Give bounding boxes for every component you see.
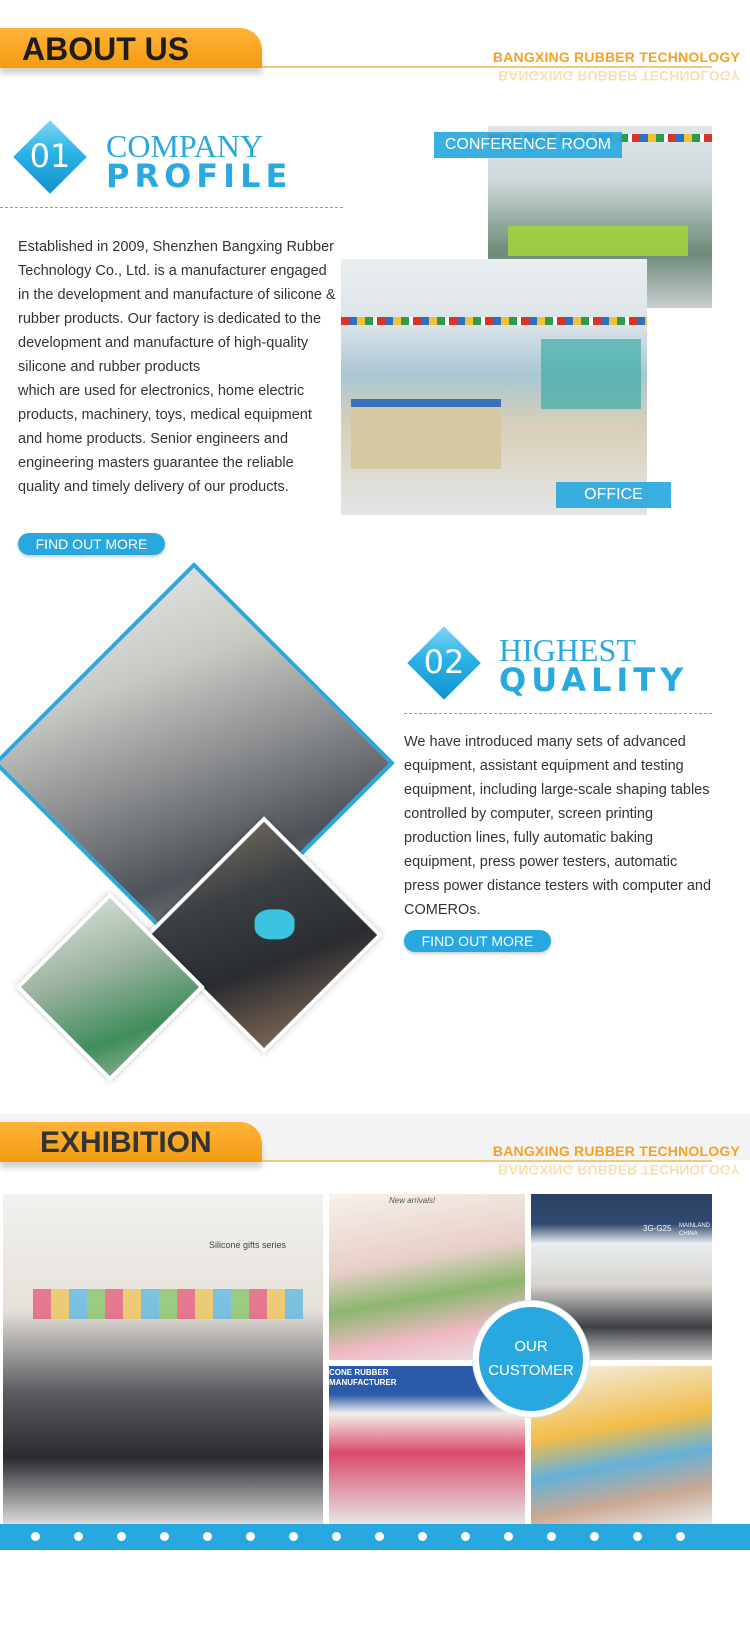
exhibition-brand-text: BANGXING RUBBER TECHNOLOGY <box>492 1143 740 1159</box>
exhibition-sign-c: CONE RUBBER MANUFACTURER <box>329 1368 397 1387</box>
quality-find-out-more-button[interactable]: FIND OUT MORE <box>404 930 551 952</box>
exhibition-sign-a: New arrivals! <box>389 1196 436 1205</box>
profile-paragraph-2: which are used for electronics, home electric products, machinery, toys, medical equipment and home products. Senior engineers and engineering masters guarantee the reliable quality and timely delivery of our products. <box>18 383 312 495</box>
quality-title: QUALITY <box>499 661 689 699</box>
profile-divider <box>0 207 343 208</box>
company-title: COMPANY <box>106 128 264 164</box>
exhibition-heading: EXHIBITION <box>40 1126 212 1159</box>
number-01: 01 <box>29 137 71 175</box>
our-customer-badge[interactable] <box>473 1301 589 1417</box>
highest-title: HIGHEST <box>499 632 636 668</box>
about-us-heading: ABOUT US <box>22 31 190 67</box>
exhibition-sign-b2: MAINLAND CHINA <box>679 1223 711 1237</box>
quality-paragraph: We have introduced many sets of advanced equipment, assistant equipment and testing equipment, including large-scale shaping tables controlled by computer, screen printing production lines, fully automatic baking equipment, press power testers, automatic press power distance testers with computer and COMEROs. <box>404 734 712 918</box>
bottom-decorative-bar <box>0 1524 750 1550</box>
customer-badge-line1: OUR <box>514 1338 548 1355</box>
exhibition-sign-b: 3G-G25 <box>643 1224 672 1233</box>
exhibition-brand-reflection: BANGXING RUBBER TECHNOLOGY <box>498 1162 740 1178</box>
profile-paragraph-1: Established in 2009, Shenzhen Bangxing Rubber Technology Co., Ltd. is a manufacturer engaged in the development and manufacture of silicone & rubber products. Our factory is dedicated to the development and manufacture of high-quality silicone and rubber products <box>18 239 336 375</box>
brand-text: BANGXING RUBBER TECHNOLOGY <box>492 49 740 65</box>
about-us-header-tab <box>0 28 262 68</box>
conference-room-label: CONFERENCE ROOM <box>434 132 622 158</box>
customer-badge-line2: CUSTOMER <box>488 1362 574 1379</box>
profile-title: PROFILE <box>106 157 293 195</box>
exhibition-header-tab <box>0 1122 262 1162</box>
profile-paragraph <box>18 235 338 499</box>
exhibition-photo-main <box>3 1194 323 1524</box>
number-02: 02 <box>423 643 465 681</box>
office-photo <box>341 259 647 515</box>
brand-reflection: BANGXING RUBBER TECHNOLOGY <box>498 68 740 84</box>
profile-find-out-more-button[interactable]: FIND OUT MORE <box>18 533 165 555</box>
office-label: OFFICE <box>556 482 671 508</box>
quality-divider <box>404 713 712 714</box>
exhibition-sign-big: Silicone gifts series <box>209 1240 287 1250</box>
